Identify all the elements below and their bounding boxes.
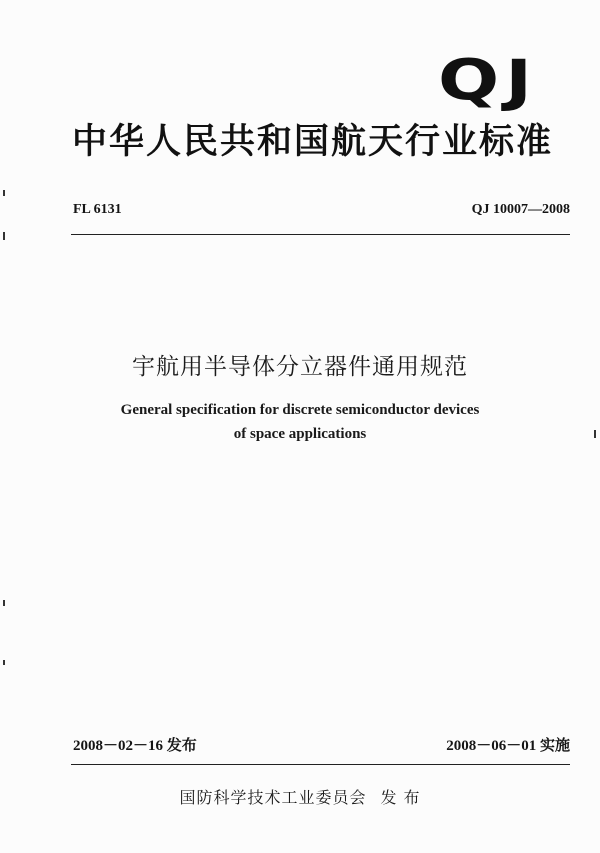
title-en-line-2: of space applications	[233, 426, 367, 442]
implementation-date-block	[446, 738, 570, 754]
issue-date-block	[73, 738, 197, 754]
classification-code: FL 6131	[73, 202, 122, 217]
scan-artifact-mark	[3, 660, 5, 665]
title-en-line-1: General specification for discrete semiconductor devices	[120, 402, 480, 418]
issuer-line	[0, 785, 600, 808]
document-title-cn: 宇航用半导体分立器件通用规范	[132, 354, 468, 380]
standard-category-title: 中华人民共和国航天行业标准	[72, 122, 554, 162]
issue-date: 2008－02－16	[73, 738, 164, 754]
scan-artifact-mark	[3, 600, 5, 606]
scan-artifact-mark	[3, 232, 5, 240]
qj-logo: QJ	[438, 47, 538, 113]
top-divider	[71, 234, 570, 235]
implementation-date: 2008－06－01	[446, 738, 537, 754]
document-title-en	[0, 398, 600, 446]
implementation-label: 实施	[539, 736, 570, 754]
issuer-name: 国防科学技术工业委员会	[179, 788, 367, 807]
issuer-action: 发 布	[380, 788, 421, 807]
scan-artifact-mark	[594, 430, 596, 438]
scan-artifact-mark	[3, 190, 5, 196]
standard-number: QJ 10007—2008	[471, 202, 570, 217]
bottom-divider	[71, 764, 570, 765]
issue-label: 发布	[166, 736, 197, 754]
